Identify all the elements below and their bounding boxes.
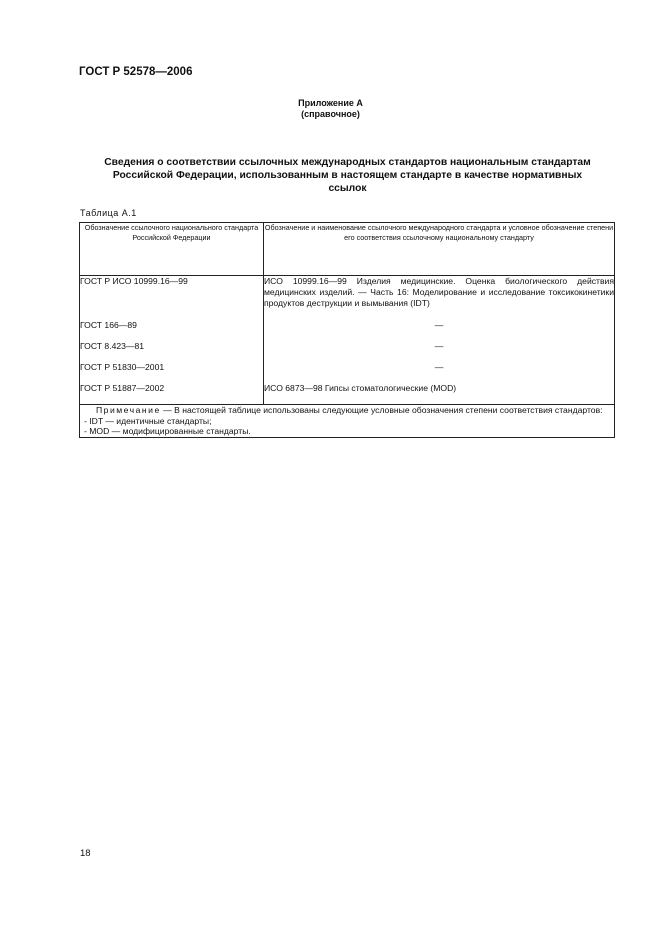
- table-cell-national: ГОСТ Р 51830—2001: [80, 362, 165, 372]
- table-body-row: [80, 276, 615, 405]
- page-number: 18: [80, 848, 91, 859]
- table-cell-international: —: [434, 320, 444, 330]
- annex-title-block: [0, 98, 661, 120]
- section-heading: [80, 156, 615, 195]
- note-text: — В настоящей таблице использованы следующие условные обозначения степени соответствия стандартов:: [160, 405, 603, 415]
- table-cell-national: ГОСТ Р 51887—2002: [80, 383, 165, 393]
- note-list-item: - IDT — идентичные стандарты;: [84, 415, 212, 426]
- note-paragraph: [80, 405, 614, 416]
- section-heading-line-3: ссылок: [328, 183, 367, 194]
- table-cell-national: ГОСТ Р ИСО 10999.16—99: [80, 276, 188, 286]
- table-cell-international: ИСО 10999.16—99 Изделия медицинские. Оценка биологического действия медицинских изделий. — Часть 16: Моделирование и исследование токсикокинетики продуктов деструкции и вымывания (IDT): [264, 276, 614, 308]
- table-cell-international: —: [434, 341, 444, 351]
- table-header-row: [80, 223, 615, 276]
- table-header-international: Обозначение и наименование ссылочного международного стандарта и условное обозначение степени его соответствия ссылочному национальному стандарту: [264, 223, 615, 276]
- table-label: Таблица А.1: [80, 208, 137, 218]
- table-note: [80, 405, 615, 438]
- note-list-item: - MOD — модифицированные стандарты.: [84, 426, 251, 436]
- annex-title: Приложение А: [298, 98, 363, 108]
- reference-table: [79, 222, 615, 438]
- table-cell-national: ГОСТ 8.423—81: [80, 341, 145, 351]
- note-label: Примечание: [96, 405, 161, 415]
- national-standards-column: [80, 276, 264, 405]
- section-heading-line-2: Российской Федерации, использованным в настоящем стандарте в качестве нормативных: [112, 170, 583, 181]
- table-cell-national: ГОСТ 166—89: [80, 320, 137, 330]
- table-cell-international: ИСО 6873—98 Гипсы стоматологические (MOD): [264, 383, 457, 393]
- table-header-national: Обозначение ссылочного национального стандарта Российской Федерации: [80, 223, 264, 276]
- annex-subtitle: (справочное): [301, 109, 360, 119]
- section-heading-line-1: Сведения о соответствии ссылочных международных стандартов национальным стандартам: [104, 157, 591, 168]
- table-cell-international: —: [434, 362, 444, 372]
- document-code: ГОСТ Р 52578—2006: [79, 66, 193, 78]
- international-standards-column: [264, 276, 615, 405]
- table-note-row: [80, 405, 615, 438]
